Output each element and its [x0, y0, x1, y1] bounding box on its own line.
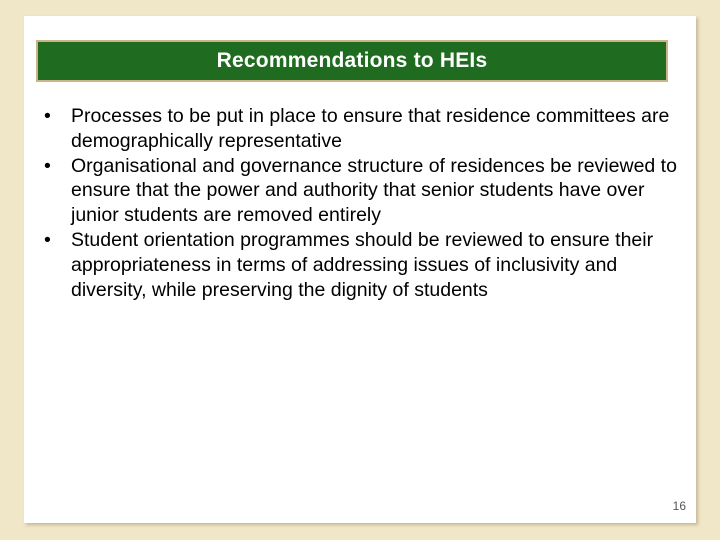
bullet-marker: •: [44, 228, 51, 251]
bullet-text: Organisational and governance structure of residences be reviewed to ensure that the power and authority that senior students have over junior students are removed entirely: [71, 154, 677, 227]
bullet-marker: •: [44, 154, 51, 177]
bullet-item: [44, 154, 684, 228]
bullet-list: [44, 104, 684, 302]
bullet-text: Processes to be put in place to ensure that residence committees are demographically representative: [71, 105, 670, 152]
page-number: 16: [672, 499, 686, 513]
slide-title: Recommendations to HEIs: [216, 49, 488, 72]
bullet-marker: •: [44, 105, 51, 127]
bullet-text: Student orientation programmes should be reviewed to ensure their appropriateness in terms of addressing issues of inclusivity and diversity, while preserving the dignity of students: [71, 228, 654, 301]
bullet-item: [44, 228, 684, 302]
bullet-item: [44, 104, 684, 154]
title-bar: [36, 40, 668, 82]
slide: [24, 16, 696, 523]
